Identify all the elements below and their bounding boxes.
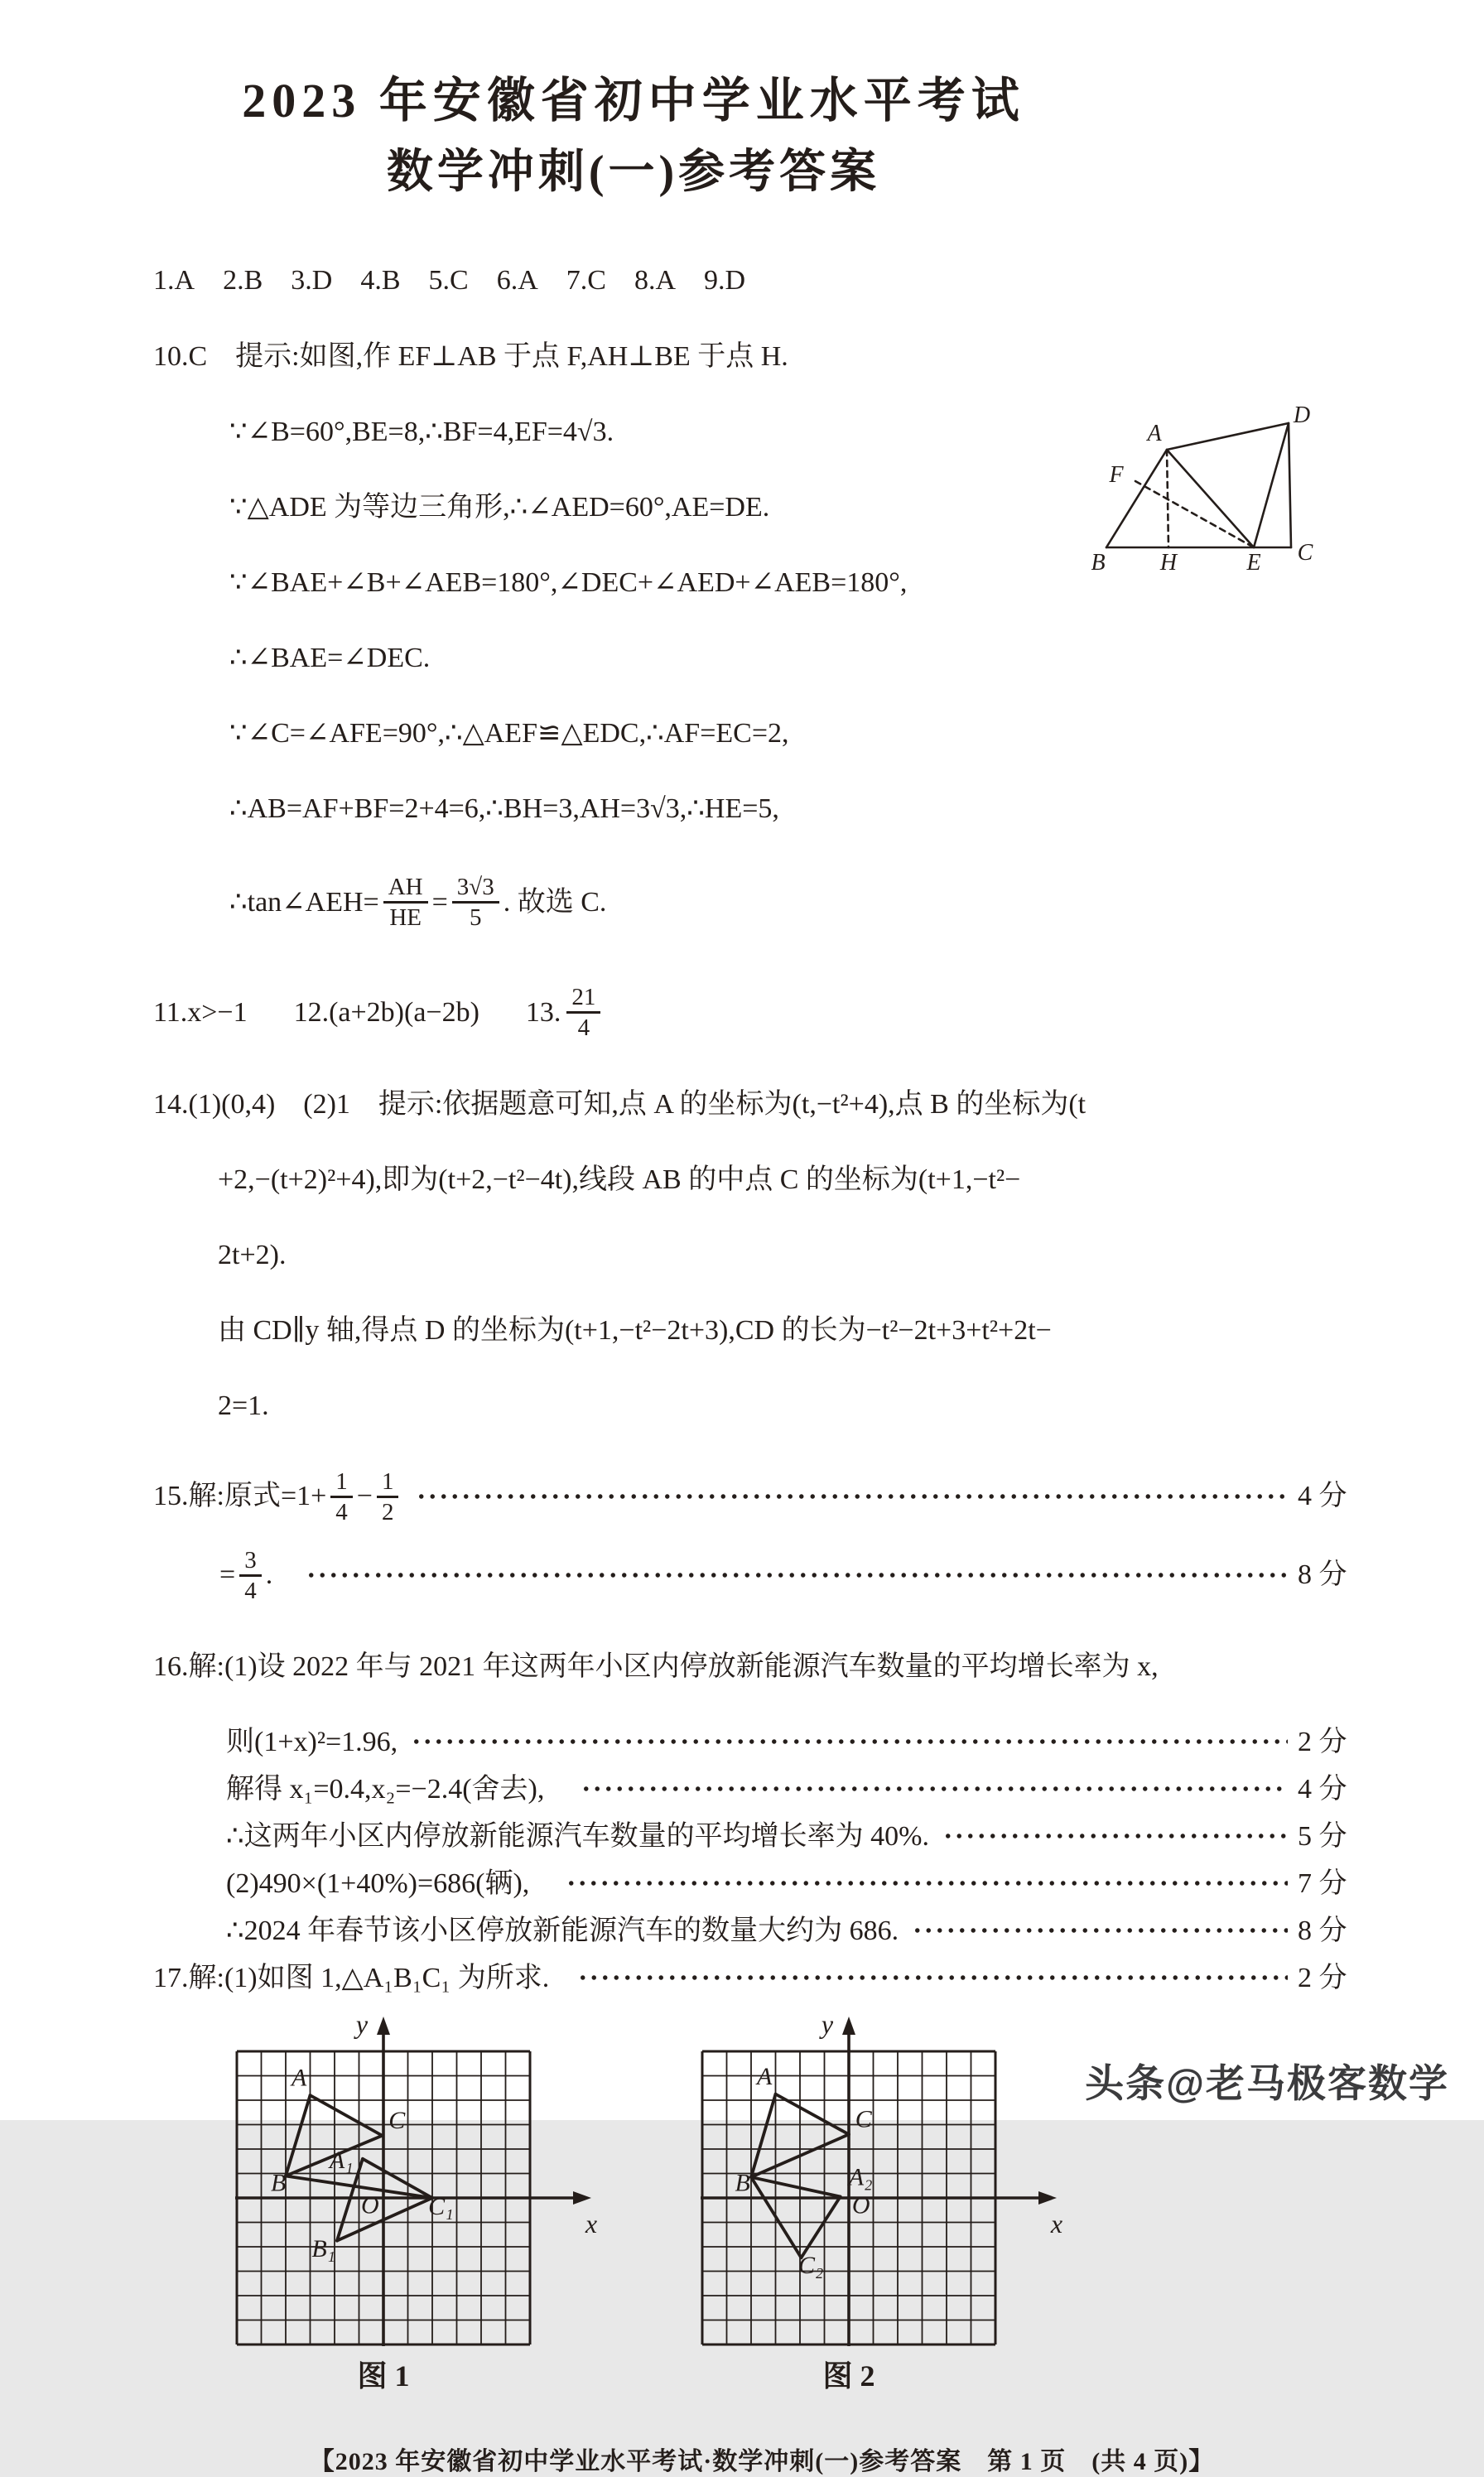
score-badge: 4 分 bbox=[1298, 1481, 1347, 1512]
answer-item: 12.(a+2b)(a−2b) bbox=[293, 996, 479, 1028]
svg-text:y: y bbox=[821, 2008, 834, 2039]
solution-line: 14.(1)(0,4) (2)1 提示:依据题意可知,点 A 的坐标为(t,−t²+4),点 B 的坐标为(t bbox=[153, 1088, 1086, 1120]
svg-text:C: C bbox=[388, 2106, 406, 2134]
fraction: $\frac{1}{4}$ bbox=[330, 1468, 353, 1526]
svg-text:C: C bbox=[855, 2105, 872, 2133]
answer-item: 5.C bbox=[428, 265, 469, 296]
solution-line: ∴AB=AF+BF=2+4=6,∴BH=3,AH=3√3,∴HE=5, bbox=[229, 793, 779, 824]
svg-text:x: x bbox=[1050, 2208, 1063, 2238]
answer-item: 9.D bbox=[704, 265, 746, 296]
solution-line: 由 CD∥y 轴,得点 D 的坐标为(t+1,−t²−2t+3),CD 的长为−t²−2t+3+t²+2t− bbox=[218, 1314, 1052, 1346]
svg-text:O: O bbox=[851, 2191, 870, 2219]
question-17-solution bbox=[153, 1954, 1371, 2002]
solution-line: 则(1+x)²=1.96, 2 分 bbox=[153, 1718, 1371, 1766]
solution-line: ∵∠C=∠AFE=90°,∴△AEF≌△EDC,∴AF=EC=2, bbox=[229, 717, 789, 749]
question-10-geometry-figure bbox=[1063, 388, 1325, 580]
dotted-leader bbox=[942, 1833, 1288, 1839]
dotted-leader bbox=[416, 1493, 1288, 1500]
solution-line: 16.解:(1)设 2022 年与 2021 年这两年小区内停放新能源汽车数量的平均增长率为 x, bbox=[153, 1651, 1159, 1682]
solution-line: 2t+2). bbox=[218, 1239, 287, 1270]
solution-line: ∵△ADE 为等边三角形,∴∠AED=60°,AE=DE. bbox=[229, 491, 770, 523]
solution-line: (2)490×(1+40%)=686(辆), 7 分 bbox=[153, 1860, 1371, 1907]
solution-line: +2,−(t+2)²+4),即为(t+2,−t²−4t),线段 AB 的中点 C 的坐标为(t+1,−t²− bbox=[218, 1164, 1021, 1195]
svg-text:B: B bbox=[1091, 550, 1106, 576]
fraction: $\frac{1}{2}$ bbox=[377, 1468, 399, 1526]
page-title: 2023 年安徽省初中学业水平考试 bbox=[242, 74, 1025, 128]
answer-item: 2.B bbox=[223, 265, 263, 296]
fraction: $\frac{21}{4}$ bbox=[566, 984, 600, 1042]
solution-line: ∴tan∠AEH= $\frac{AH}{HE}$ = $\frac{3√3}{5}$ . 故选 C. bbox=[229, 874, 607, 932]
svg-text:图 2: 图 2 bbox=[822, 2359, 875, 2393]
figure-2-grid bbox=[686, 2010, 1068, 2393]
solution-line: 解得 x₁=0.4,x₂=−2.4(舍去), 4 分 bbox=[153, 1766, 1371, 1813]
svg-text:图 1: 图 1 bbox=[357, 2359, 410, 2393]
answer-item: 3.D bbox=[291, 265, 333, 296]
score-badge: 8 分 bbox=[1298, 1559, 1347, 1591]
svg-text:B₁: B₁ bbox=[311, 2234, 336, 2263]
answers-11-13-row bbox=[153, 973, 1371, 1053]
svg-text:x: x bbox=[585, 2208, 598, 2238]
svg-text:O: O bbox=[360, 2191, 379, 2219]
fraction: $\frac{AH}{HE}$ bbox=[383, 874, 428, 932]
answer-item: 4.B bbox=[360, 265, 401, 296]
page-footer: 【2023 年安徽省初中学业水平考试·数学冲刺(一)参考答案 第 1 页 (共 4 页)】 bbox=[309, 2447, 1215, 2475]
header bbox=[0, 0, 1267, 205]
question-14-solution bbox=[153, 1081, 1371, 1429]
watermark: 头条@老马极客数学 bbox=[1085, 2061, 1449, 2105]
answer-item: 11.x>−1 bbox=[153, 996, 248, 1028]
dotted-leader bbox=[581, 1785, 1288, 1792]
figure-1-grid bbox=[220, 2010, 603, 2393]
question-16-solution bbox=[153, 1643, 1371, 1954]
solution-line: ∵∠B=60°,BE=8,∴BF=4,EF=4√3. bbox=[229, 416, 614, 447]
answer-sheet-body bbox=[0, 258, 1484, 2477]
answers-row bbox=[153, 258, 1371, 305]
svg-text:C: C bbox=[1297, 540, 1313, 566]
solution-line: 2=1. bbox=[218, 1390, 269, 1421]
answer-item: 13. $\frac{21}{4}$ bbox=[526, 984, 605, 1042]
score-badge: 7 分 bbox=[1298, 1867, 1347, 1899]
solution-line: 10.C 提示:如图,作 EF⊥AB 于点 F,AH⊥BE 于点 H. bbox=[153, 340, 788, 372]
svg-text:B: B bbox=[270, 2169, 287, 2197]
solution-line: = $\frac{3}{4}$ . 8 分 bbox=[153, 1536, 1371, 1615]
answer-item: 6.A bbox=[496, 265, 538, 296]
svg-text:C₁: C₁ bbox=[428, 2193, 454, 2221]
svg-text:A: A bbox=[292, 2064, 307, 2092]
page-subtitle: 数学冲刺(一)参考答案 bbox=[386, 147, 881, 199]
answer-item: 8.A bbox=[634, 265, 676, 296]
svg-text:A₂: A₂ bbox=[848, 2163, 873, 2191]
answer-item: 7.C bbox=[566, 265, 606, 296]
svg-text:A: A bbox=[757, 2062, 773, 2090]
solution-line: 15.解:原式=1+ $\frac{1}{4}$ − $\frac{1}{2}$ 4 分 bbox=[153, 1458, 1371, 1536]
score-badge: 4 分 bbox=[1298, 1773, 1347, 1805]
solution-line: ∴∠BAE=∠DEC. bbox=[229, 642, 431, 673]
svg-text:A: A bbox=[1147, 421, 1162, 446]
score-badge: 2 分 bbox=[1298, 1962, 1347, 1993]
answer-item: 1.A bbox=[153, 265, 195, 296]
svg-text:E: E bbox=[1246, 550, 1261, 576]
dotted-leader bbox=[566, 1880, 1288, 1887]
question-15-solution bbox=[153, 1458, 1371, 1615]
dotted-leader bbox=[411, 1738, 1288, 1745]
dotted-leader bbox=[912, 1927, 1288, 1934]
svg-text:D: D bbox=[1293, 402, 1311, 428]
dotted-leader bbox=[577, 1974, 1288, 1981]
fraction: $\frac{3}{4}$ bbox=[239, 1547, 262, 1605]
dotted-leader bbox=[306, 1572, 1288, 1578]
fraction: $\frac{3√3}{5}$ bbox=[452, 874, 499, 932]
solution-line: ∴这两年小区内停放新能源汽车数量的平均增长率为 40%. 5 分 bbox=[153, 1813, 1371, 1860]
svg-text:H: H bbox=[1159, 550, 1178, 576]
svg-text:y: y bbox=[355, 2008, 369, 2039]
svg-text:B: B bbox=[735, 2169, 750, 2197]
solution-line: 17.解:(1)如图 1,△A₁B₁C₁ 为所求. 2 分 bbox=[153, 1954, 1371, 2002]
score-badge: 8 分 bbox=[1298, 1915, 1347, 1946]
score-badge: 5 分 bbox=[1298, 1820, 1347, 1852]
svg-text:F: F bbox=[1109, 462, 1124, 488]
solution-line: ∵∠BAE+∠B+∠AEB=180°,∠DEC+∠AED+∠AEB=180°, bbox=[229, 566, 908, 598]
score-badge: 2 分 bbox=[1298, 1726, 1347, 1757]
svg-text:C₂: C₂ bbox=[798, 2251, 824, 2279]
svg-text:A₁: A₁ bbox=[329, 2146, 354, 2174]
solution-line: ∴2024 年春节该小区停放新能源汽车的数量大约为 686. 8 分 bbox=[153, 1907, 1371, 1954]
